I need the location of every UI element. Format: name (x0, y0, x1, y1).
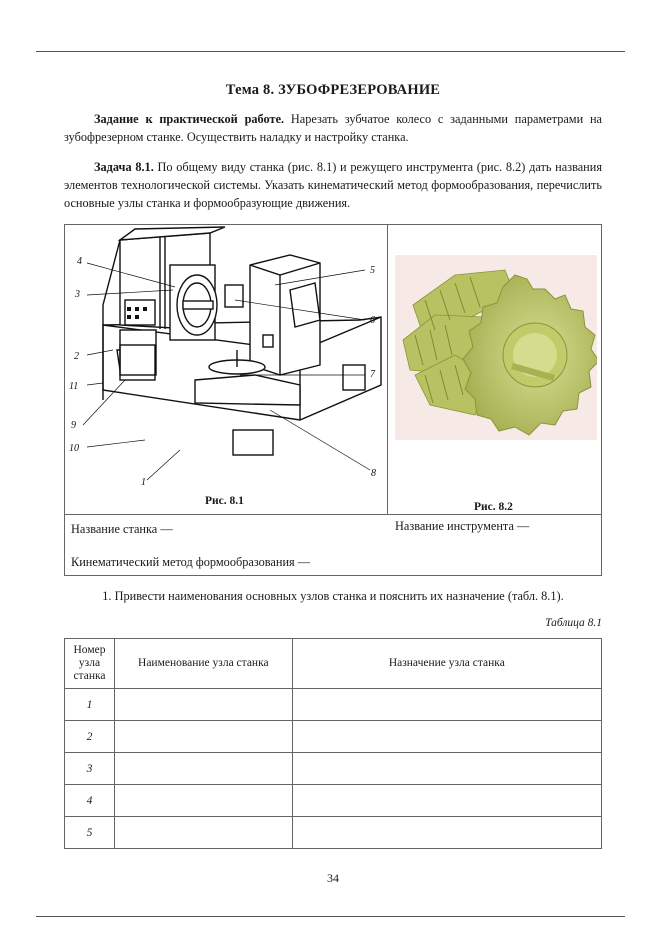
callout-8: 8 (371, 468, 376, 479)
task-paragraph (64, 158, 602, 212)
page-title: Тема 8. ЗУБОФРЕЗЕРОВАНИЕ (225, 82, 441, 98)
callout-2: 2 (74, 351, 79, 362)
assignment-text: Нарезать зубчатое колесо с заданными параметрами на зубофрезерном станке. Осуществить наладку и настройку станка. (64, 112, 602, 144)
callout-1: 1 (141, 477, 146, 488)
table-label: Таблица 8.1 (545, 617, 602, 629)
table-row (65, 817, 602, 849)
row-purpose-cell[interactable] (292, 721, 601, 753)
row-purpose-cell[interactable] (292, 689, 601, 721)
figure-8-1 (65, 225, 388, 514)
row-number: 1 (65, 689, 115, 721)
table-row (65, 721, 602, 753)
machine-nodes-table (64, 638, 602, 849)
figure-8-2-caption: Рис. 8.2 (474, 501, 513, 513)
task1-instruction: 1. Привести наименования основных узлов станка и пояснить их назначение (табл. 8.1). (102, 589, 564, 603)
figure-8-1-caption: Рис. 8.1 (205, 495, 244, 507)
page-number: 34 (327, 871, 339, 885)
kinematic-method-field[interactable]: Кинематический метод формообразования — (71, 555, 311, 569)
figures-box (64, 224, 602, 576)
callout-6: 6 (370, 315, 375, 326)
row-number: 5 (65, 817, 115, 849)
table-row (65, 689, 602, 721)
table-row (65, 753, 602, 785)
row-number: 2 (65, 721, 115, 753)
row-name-cell[interactable] (114, 785, 292, 817)
assignment-paragraph (64, 110, 602, 146)
task-lead: Задача 8.1. (94, 160, 154, 174)
tool-name-field[interactable]: Название инструмента — (395, 519, 530, 533)
assignment-lead: Задание к практической работе. (94, 112, 285, 126)
hob-cutter-image (395, 255, 597, 440)
row-name-cell[interactable] (114, 753, 292, 785)
row-name-cell[interactable] (114, 817, 292, 849)
row-purpose-cell[interactable] (292, 753, 601, 785)
callout-10: 10 (69, 443, 79, 454)
callout-5: 5 (370, 265, 375, 276)
row-purpose-cell[interactable] (292, 785, 601, 817)
table-header-row (65, 639, 602, 689)
machine-name-field[interactable]: Название станка — (71, 522, 173, 536)
row-purpose-cell[interactable] (292, 817, 601, 849)
row-number: 3 (65, 753, 115, 785)
row-name-cell[interactable] (114, 721, 292, 753)
header-rule (36, 51, 625, 52)
callout-7: 7 (370, 369, 375, 380)
task-text: По общему виду станка (рис. 8.1) и режущего инструмента (рис. 8.2) дать названия элементов технологической системы. Указать кинематический метод формообразования, перечислить основные узлы станка и формообразующие движения. (64, 160, 602, 210)
header-name: Наименование узла станка (114, 639, 292, 689)
callout-3: 3 (75, 289, 80, 300)
table-row (65, 785, 602, 817)
row-number: 4 (65, 785, 115, 817)
figure-8-2 (388, 225, 601, 514)
header-number: Номер узла станка (65, 639, 115, 689)
row-name-cell[interactable] (114, 689, 292, 721)
callout-4: 4 (77, 256, 82, 267)
callout-9: 9 (71, 420, 76, 431)
hobbing-machine-drawing (65, 225, 387, 495)
callout-11: 11 (69, 381, 79, 392)
header-purpose: Назначение узла станка (292, 639, 601, 689)
figure-divider (65, 514, 601, 515)
footer-rule (36, 916, 625, 917)
